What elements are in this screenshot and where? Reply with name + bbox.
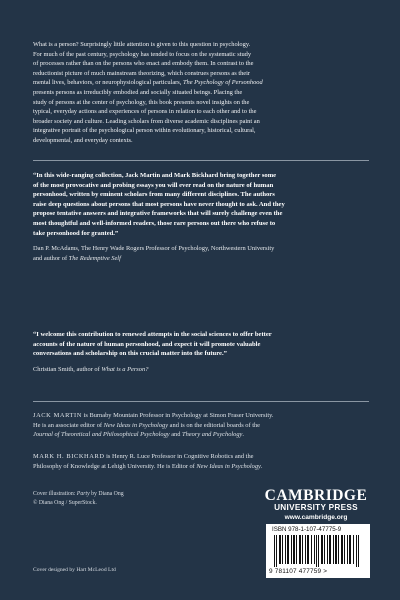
cover-illustration-credit: Cover illustration: Party by Diana Ong © Diana Ong / SuperStock.: [33, 491, 124, 506]
divider: [33, 401, 369, 402]
description-block: [33, 40, 369, 146]
description-line: integrative portrait of the psychological person within evolutionary, historical, cultural,: [33, 127, 256, 135]
quote-line: propose tentative answers and integrative frameworks that will surely challenge even the: [33, 210, 283, 218]
quote-line: raise deep questions about persons that most persons have never thought to ask. And they: [33, 200, 285, 208]
quote-line: “In this wide-ranging collection, Jack Martin and Mark Bickhard bring together some: [33, 172, 277, 179]
isbn-barcode-box: [266, 524, 370, 578]
description-line: presents persons as irreducibly embodied and socially situated beings. Placing the: [33, 88, 243, 96]
author-bio-martin: [33, 411, 369, 440]
endorsement-mcadams: [33, 171, 369, 263]
bio-line: Philosophy of Knowledge at Lehigh University. He is Editor of New Ideas in Psychology.: [33, 462, 263, 470]
attribution: Christian Smith, author of What is a Person?: [33, 365, 149, 373]
publisher-subtitle: UNIVERSITY PRESS: [274, 503, 358, 512]
author-name: MARK H. BICKHARD: [33, 453, 105, 460]
book-title: The Redemptive Self: [68, 254, 121, 262]
quote-line: of the most provocative and probing essays you will ever read on the nature of human: [33, 181, 274, 189]
attribution: Dan P. McAdams, The Henry Wade Rogers Professor of Psychology, Northwestern University: [33, 245, 275, 253]
quote-line: accounts of the nature of human personhood, and expect it will promote valuable: [33, 340, 261, 348]
divider: [33, 160, 369, 161]
endorsement-smith: [33, 330, 369, 374]
author-bio-bickhard: [33, 452, 369, 471]
quote-line: personhood, written by eminent scholars from many different disciplines. The authors: [33, 191, 275, 199]
bio-line: Journal of Theoretical and Philosophical Psychology and Theory and Psychology.: [33, 431, 244, 439]
description-line: reductionist picture of much mainstream theorizing, which construes persons as their: [33, 69, 251, 77]
description-line: For much of the past century, psychology has tended to focus on the systematic study: [33, 50, 252, 58]
quote-line: take personhood for granted.”: [33, 229, 119, 237]
barcode-icon: [274, 535, 362, 567]
description-line: study of persons at the center of psychology, this book presents novel insights on the: [33, 98, 250, 106]
description-line: developmental, and everyday contexts.: [33, 136, 133, 144]
copyright: © Diana Ong / SuperStock.: [33, 500, 97, 506]
publisher-logo: [261, 489, 371, 522]
publisher-name: CAMBRIDGE: [264, 487, 368, 504]
author-name: JACK MARTIN: [33, 412, 82, 419]
book-title: What is a Person?: [101, 365, 149, 373]
description-line: mental lives, behaviors, or neurophysiological particulars, The Psychology of Personhood: [33, 79, 263, 87]
bio-line: MARK H. BICKHARD is Henry R. Luce Professor in Cognitive Robotics and the: [33, 453, 254, 460]
quote-line: “I welcome this contribution to renewed attempts in the social sciences to offer better: [33, 331, 272, 338]
quote-line: conversations and scholarship on this crucial matter into the future.”: [33, 350, 227, 358]
description-line: of processes rather than on the persons who enact and embody them. In contrast to the: [33, 60, 254, 68]
attribution: and author of The Redemptive Self: [33, 254, 121, 262]
bio-line: He is an associate editor of New Ideas in Psychology and is on the editorial boards of the: [33, 421, 261, 429]
bio-line: JACK MARTIN is Burnaby Mountain Professor in Psychology at Simon Fraser University.: [33, 412, 274, 419]
isbn-number: 9 781107 477759 >: [269, 568, 328, 575]
description-line: What is a person? Surprisingly little attention is given to this question in psychology.: [33, 41, 251, 48]
cover-designer-credit: Cover designed by Hart McLeod Ltd: [33, 567, 116, 573]
description-line: typical, everyday actions and experiences of persons in relation to each other and to the: [33, 108, 257, 116]
book-title: The Psychology of Personhood: [182, 79, 263, 87]
description-line: broader society and culture. Leading scholars from diverse academic disciplines paint an: [33, 117, 260, 125]
quote-line: most thoughtful and well-informed readers, those rare persons out there who refuse to: [33, 219, 276, 227]
publisher-url: www.cambridge.org: [284, 514, 348, 521]
isbn-label: ISBN 978-1-107-47775-9: [272, 526, 342, 533]
